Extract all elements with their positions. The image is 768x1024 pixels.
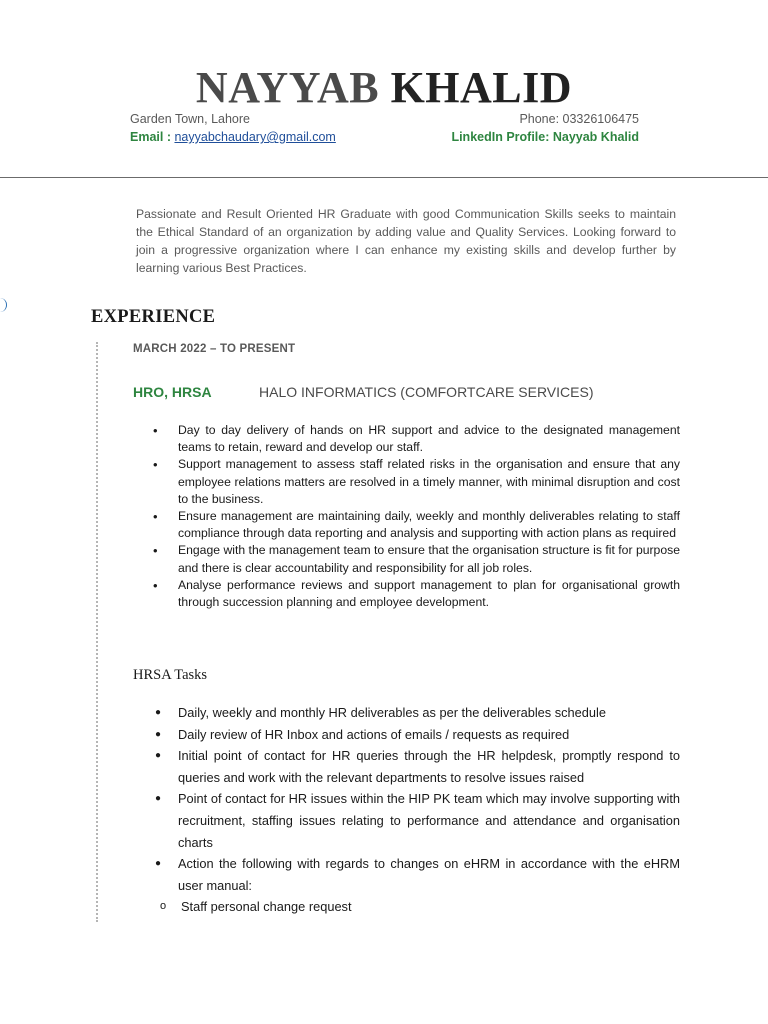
last-name: KHALID — [390, 63, 573, 112]
job-company: HALO INFORMATICS (COMFORTCARE SERVICES) — [259, 384, 594, 400]
sub-list-item: o Staff personal change request — [136, 896, 680, 918]
header-divider — [0, 177, 768, 178]
tasks-list — [136, 702, 680, 918]
address: Garden Town, Lahore — [130, 112, 250, 126]
list-item: • Support management to assess staff related risks in the organisation and ensure that any employee relations matters are resolved in a timely manner, with minimal disruption and cost to the business. — [136, 456, 680, 508]
linkedin-profile: LinkedIn Profile: Nayyab Khalid — [451, 130, 639, 144]
list-item: ● Action the following with regards to changes on eHRM in accordance with the eHRM user manual: — [136, 853, 680, 896]
job-role: HRO, HRSA — [133, 384, 212, 400]
candidate-name — [0, 62, 768, 114]
timeline-divider — [96, 342, 98, 922]
list-item: ● Initial point of contact for HR queries through the HR helpdesk, promptly respond to queries and work with the relevant departments to resolve issues raised — [136, 745, 680, 788]
email-link[interactable]: nayyabchaudary@gmail.com — [174, 130, 336, 144]
email-line — [130, 130, 336, 144]
list-item: • Engage with the management team to ensure that the organisation structure is fit for purpose and there is clear accountability and responsibility for all job roles. — [136, 542, 680, 576]
list-item: ● Daily review of HR Inbox and actions of emails / requests as required — [136, 724, 680, 746]
edge-mark — [0, 298, 7, 312]
list-item: • Day to day delivery of hands on HR support and advice to the designated management teams to retain, reward and develop our staff. — [136, 422, 680, 456]
profile-summary: Passionate and Result Oriented HR Graduate with good Communication Skills seeks to maintain the Ethical Standard of an organization by adding value and Quality Services. Looking forward to join a progressive organization where I can enhance my existing skills and develop further by learning various Best Practices. — [136, 207, 676, 275]
job-date-range: MARCH 2022 – TO PRESENT — [133, 343, 296, 355]
first-name: NAYYAB — [195, 63, 380, 112]
responsibilities-list — [136, 422, 680, 611]
section-title-experience: EXPERIENCE — [91, 307, 216, 327]
sub-tasks-list — [136, 896, 680, 918]
tasks-heading: HRSA Tasks — [133, 667, 208, 683]
list-item: ● Point of contact for HR issues within the HIP PK team which may involve supporting with recruitment, staffing issues relating to performance and attendance and organisation charts — [136, 788, 680, 853]
list-item: • Ensure management are maintaining daily, weekly and monthly deliverables relating to staff compliance through data reporting and analysis and supporting with action plans as required — [136, 508, 680, 542]
phone: Phone: 03326106475 — [519, 112, 639, 126]
email-label: Email : — [130, 130, 175, 144]
list-item: • Analyse performance reviews and support management to plan for organisational growth through succession planning and employee development. — [136, 577, 680, 611]
list-item: ● Daily, weekly and monthly HR deliverables as per the deliverables schedule — [136, 702, 680, 724]
